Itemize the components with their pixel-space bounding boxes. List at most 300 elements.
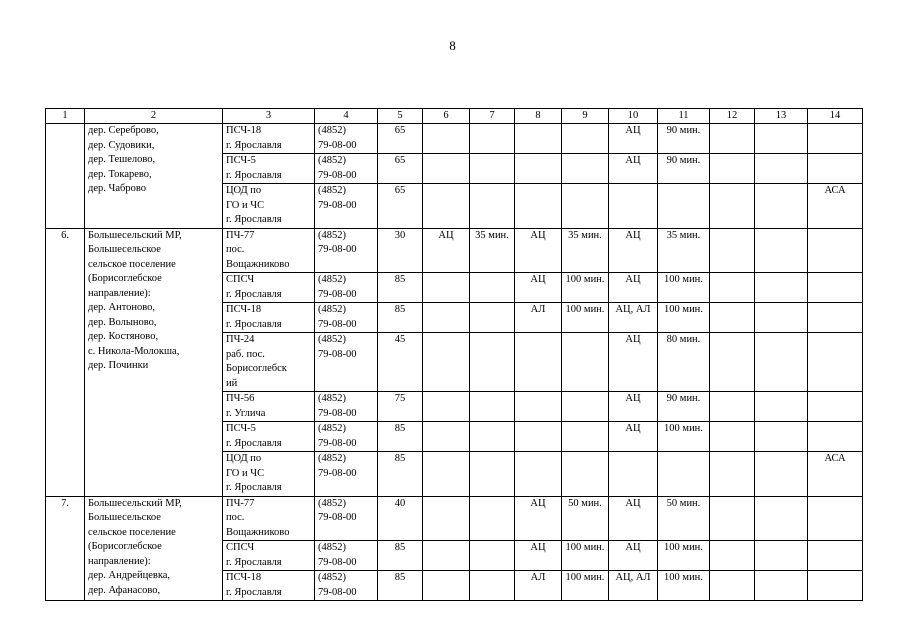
fire-unit-line: г. Ярославля	[226, 556, 282, 568]
column-header-5: 5	[378, 109, 423, 124]
cell-col-5-text: 85	[394, 453, 406, 464]
fire-unit-line: г. Ярославля	[226, 169, 282, 181]
settlement-list	[85, 496, 223, 601]
cell-col-10	[609, 228, 658, 273]
fire-unit-line: пос.	[226, 244, 245, 255]
cell-col-10	[609, 452, 658, 497]
fire-unit-line: г. Ярославля	[226, 214, 282, 225]
settlement-list-line: Большесельское	[88, 244, 161, 255]
settlement-list-line: дер. Чаброво	[88, 183, 146, 194]
phone-number-line: 79-08-00	[318, 348, 357, 360]
cell-col-11-text: 80 мин.	[666, 334, 701, 345]
cell-col-5-text: 65	[394, 185, 406, 196]
phone-number	[315, 303, 378, 333]
cell-col-9	[562, 333, 609, 392]
cell-col-14	[808, 184, 863, 229]
cell-col-14	[808, 124, 863, 154]
cell-col-14	[808, 496, 863, 541]
settlement-list-line: (Борисоглебское	[88, 273, 162, 284]
row-number	[46, 124, 85, 229]
cell-col-10	[609, 422, 658, 452]
settlement-list-line: с. Никола-Молокша,	[88, 345, 180, 357]
cell-col-13	[755, 571, 808, 601]
cell-col-5-text: 85	[394, 572, 406, 583]
phone-number	[315, 124, 378, 154]
cell-col-13	[755, 333, 808, 392]
cell-col-6-text: АЦ	[438, 229, 454, 241]
cell-col-12	[710, 303, 755, 333]
settlement-list-line: дер. Тешелово,	[88, 154, 156, 165]
column-header-4: 4	[315, 109, 378, 124]
cell-col-10-text: АЦ	[625, 542, 641, 553]
cell-col-5-text: 85	[394, 542, 406, 553]
phone-number-line: 79-08-00	[318, 437, 357, 449]
cell-col-6	[423, 452, 470, 497]
fire-unit	[223, 124, 315, 154]
cell-col-7	[470, 452, 515, 497]
cell-col-14	[808, 452, 863, 497]
phone-number	[315, 154, 378, 184]
fire-unit-line: ПЧ-56	[226, 393, 255, 404]
cell-col-6	[423, 184, 470, 229]
phone-number-line: (4852)	[318, 274, 346, 285]
column-header-14: 14	[808, 109, 863, 124]
phone-number-line: (4852)	[318, 453, 346, 464]
phone-number-line: (4852)	[318, 393, 346, 404]
fire-unit-line: ПЧ-77	[226, 497, 255, 509]
fire-unit-line: ГО и ЧС	[226, 199, 265, 211]
phone-number-line: 79-08-00	[318, 139, 357, 151]
cell-col-6	[423, 154, 470, 184]
phone-number	[315, 392, 378, 422]
cell-col-6	[423, 422, 470, 452]
cell-col-9-text: 100 мин.	[565, 542, 605, 553]
cell-col-11-text: 100 мин.	[664, 304, 703, 315]
cell-col-10-text: АЦ	[625, 334, 641, 345]
phone-number-line: (4852)	[318, 155, 346, 166]
fire-unit	[223, 333, 315, 392]
cell-col-11	[658, 392, 710, 422]
cell-col-10	[609, 496, 658, 541]
cell-col-8	[515, 303, 562, 333]
cell-col-10	[609, 333, 658, 392]
column-header-10: 10	[609, 109, 658, 124]
cell-col-6	[423, 124, 470, 154]
cell-col-5-text: 75	[394, 393, 406, 404]
settlement-list-line: дер. Судовики,	[88, 139, 155, 151]
fire-unit	[223, 571, 315, 601]
column-header-13: 13	[755, 109, 808, 124]
table-row	[46, 496, 863, 541]
cell-col-10	[609, 184, 658, 229]
cell-col-10-text: АЦ, АЛ	[615, 572, 651, 583]
settlement-list-line: дер. Афанасово,	[88, 584, 161, 596]
cell-col-6	[423, 228, 470, 273]
fire-unit-line: г. Углича	[226, 407, 266, 419]
cell-col-11-text: 100 мин.	[664, 423, 703, 434]
fire-unit-line: Борисоглебск	[226, 363, 287, 374]
cell-col-5	[378, 303, 423, 333]
fire-unit-line: Вощажниково	[226, 526, 290, 538]
fire-unit-line: ПЧ-24	[226, 334, 255, 345]
cell-col-13	[755, 273, 808, 303]
phone-number-line: (4852)	[318, 334, 346, 345]
row-number: 7.	[46, 496, 85, 601]
phone-number-line: (4852)	[318, 497, 346, 509]
fire-unit-line: ПСЧ-5	[226, 155, 256, 166]
cell-col-6	[423, 541, 470, 571]
cell-col-10-text: АЦ, АЛ	[615, 304, 651, 315]
header-row	[46, 109, 863, 124]
cell-col-9	[562, 184, 609, 229]
column-header-6: 6	[423, 109, 470, 124]
cell-col-8	[515, 184, 562, 229]
cell-col-7	[470, 333, 515, 392]
cell-col-5	[378, 333, 423, 392]
cell-col-8	[515, 571, 562, 601]
cell-col-12	[710, 184, 755, 229]
cell-col-11-text: 35 мин.	[666, 229, 701, 241]
phone-number-line: 79-08-00	[318, 556, 357, 568]
cell-col-10	[609, 392, 658, 422]
cell-col-11	[658, 154, 710, 184]
cell-col-5	[378, 184, 423, 229]
cell-col-5	[378, 452, 423, 497]
fire-unit	[223, 184, 315, 229]
cell-col-10-text: АЦ	[625, 125, 641, 136]
cell-col-8	[515, 422, 562, 452]
cell-col-6	[423, 571, 470, 601]
cell-col-6	[423, 496, 470, 541]
phone-number	[315, 273, 378, 303]
cell-col-10-text: АЦ	[625, 393, 641, 404]
phone-number-line: 79-08-00	[318, 169, 357, 181]
fire-unit-line: пос.	[226, 512, 245, 523]
cell-col-7	[470, 273, 515, 303]
settlement-list-line: сельское поселение	[88, 526, 176, 538]
phone-number-line: (4852)	[318, 572, 346, 583]
fire-unit	[223, 422, 315, 452]
fire-unit-line: ПСЧ-5	[226, 423, 256, 434]
cell-col-8-text: АЦ	[530, 497, 546, 509]
cell-col-5-text: 65	[394, 155, 406, 166]
cell-col-14	[808, 333, 863, 392]
fire-unit-line: ПСЧ-18	[226, 125, 262, 136]
settlement-list-line: сельское поселение	[88, 258, 176, 270]
cell-col-8	[515, 273, 562, 303]
cell-col-12	[710, 333, 755, 392]
cell-col-13	[755, 541, 808, 571]
fire-unit-line: г. Ярославля	[226, 318, 282, 330]
cell-col-11-text: 50 мин.	[666, 497, 701, 509]
cell-col-5	[378, 228, 423, 273]
cell-col-12	[710, 124, 755, 154]
settlement-list-line: Большесельский МР,	[88, 229, 182, 241]
settlement-list-line: направление):	[88, 555, 151, 567]
cell-col-9	[562, 124, 609, 154]
cell-col-14-text: АСА	[824, 453, 846, 464]
settlement-list	[85, 124, 223, 229]
cell-col-5	[378, 422, 423, 452]
settlement-list-line: (Борисоглебское	[88, 541, 162, 552]
cell-col-5	[378, 124, 423, 154]
cell-col-14	[808, 228, 863, 273]
cell-col-5	[378, 496, 423, 541]
cell-col-11	[658, 452, 710, 497]
cell-col-8	[515, 452, 562, 497]
fire-unit-line: СПСЧ	[226, 542, 255, 553]
phone-number	[315, 571, 378, 601]
cell-col-8	[515, 228, 562, 273]
cell-col-10-text: АЦ	[625, 497, 641, 509]
fire-unit-line: ЦОД по	[226, 453, 262, 464]
cell-col-10-text: АЦ	[625, 423, 641, 434]
cell-col-5	[378, 154, 423, 184]
cell-col-12	[710, 273, 755, 303]
cell-col-12	[710, 452, 755, 497]
cell-col-9	[562, 571, 609, 601]
cell-col-9	[562, 303, 609, 333]
cell-col-9	[562, 496, 609, 541]
phone-number-line: (4852)	[318, 423, 346, 434]
page-number: 8	[449, 38, 456, 53]
cell-col-12	[710, 541, 755, 571]
cell-col-7	[470, 303, 515, 333]
cell-col-6	[423, 303, 470, 333]
cell-col-13	[755, 392, 808, 422]
cell-col-14	[808, 303, 863, 333]
cell-col-5-text: 45	[394, 334, 406, 345]
cell-col-11	[658, 228, 710, 273]
cell-col-9	[562, 452, 609, 497]
cell-col-14	[808, 392, 863, 422]
cell-col-11	[658, 571, 710, 601]
cell-col-5	[378, 392, 423, 422]
cell-col-11	[658, 496, 710, 541]
fire-unit-line: г. Ярославля	[226, 586, 282, 598]
cell-col-5	[378, 273, 423, 303]
cell-col-13	[755, 124, 808, 154]
cell-col-14	[808, 273, 863, 303]
cell-col-7	[470, 422, 515, 452]
cell-col-9	[562, 541, 609, 571]
phone-number	[315, 496, 378, 541]
cell-col-5	[378, 571, 423, 601]
cell-col-8	[515, 154, 562, 184]
cell-col-7	[470, 541, 515, 571]
cell-col-11	[658, 184, 710, 229]
cell-col-7	[470, 184, 515, 229]
cell-col-11	[658, 124, 710, 154]
fire-unit-line: ПЧ-77	[226, 229, 255, 241]
cell-col-8	[515, 392, 562, 422]
fire-unit	[223, 228, 315, 273]
cell-col-5-text: 85	[394, 304, 406, 315]
column-header-9: 9	[562, 109, 609, 124]
cell-col-8	[515, 541, 562, 571]
cell-col-8-text: АЦ	[530, 274, 546, 285]
cell-col-13	[755, 452, 808, 497]
cell-col-5-text: 65	[394, 125, 406, 136]
cell-col-6	[423, 333, 470, 392]
cell-col-10	[609, 154, 658, 184]
cell-col-7-text: 35 мин.	[475, 229, 509, 241]
cell-col-10-text: АЦ	[625, 274, 641, 285]
phone-number-line: 79-08-00	[318, 512, 357, 523]
cell-col-11	[658, 303, 710, 333]
phone-number-line: (4852)	[318, 304, 346, 315]
phone-number	[315, 422, 378, 452]
fire-unit	[223, 154, 315, 184]
cell-col-9-text: 100 мин.	[565, 304, 605, 315]
cell-col-13	[755, 496, 808, 541]
fire-unit-line: раб. пос.	[226, 348, 265, 360]
phone-number	[315, 541, 378, 571]
table-row	[46, 124, 863, 154]
cell-col-7	[470, 392, 515, 422]
cell-col-10	[609, 273, 658, 303]
fire-response-table	[45, 108, 863, 601]
phone-number-line: 79-08-00	[318, 407, 357, 419]
fire-unit-line: ий	[226, 377, 238, 389]
cell-col-11-text: 90 мин.	[666, 125, 701, 136]
settlement-list-line: дер. Починки	[88, 360, 149, 371]
cell-col-5-text: 30	[394, 229, 406, 241]
fire-unit	[223, 452, 315, 497]
cell-col-5-text: 40	[394, 497, 406, 509]
cell-col-11	[658, 333, 710, 392]
phone-number	[315, 228, 378, 273]
column-header-3: 3	[223, 109, 315, 124]
cell-col-8-text: АЦ	[530, 542, 546, 553]
cell-col-13	[755, 184, 808, 229]
cell-col-11-text: 90 мин.	[666, 393, 701, 404]
cell-col-7	[470, 154, 515, 184]
cell-col-9	[562, 154, 609, 184]
table-body	[46, 124, 863, 601]
fire-unit	[223, 496, 315, 541]
cell-col-8	[515, 124, 562, 154]
fire-unit-line: СПСЧ	[226, 274, 255, 285]
phone-number-line: (4852)	[318, 542, 346, 553]
cell-col-7	[470, 228, 515, 273]
column-header-7: 7	[470, 109, 515, 124]
column-header-1: 1	[46, 109, 85, 124]
cell-col-14-text: АСА	[824, 185, 846, 196]
cell-col-7	[470, 571, 515, 601]
column-header-11: 11	[658, 109, 710, 124]
fire-unit-line: Вощажниково	[226, 258, 290, 270]
fire-unit-line: г. Ярославля	[226, 288, 282, 300]
phone-number-line: 79-08-00	[318, 318, 357, 330]
cell-col-9	[562, 392, 609, 422]
column-header-12: 12	[710, 109, 755, 124]
table-row	[46, 228, 863, 273]
settlement-list-line: дер. Волыново,	[88, 316, 157, 328]
cell-col-14	[808, 422, 863, 452]
cell-col-9	[562, 422, 609, 452]
cell-col-12	[710, 496, 755, 541]
phone-number	[315, 184, 378, 229]
cell-col-13	[755, 303, 808, 333]
settlement-list-line: дер. Сереброво,	[88, 125, 159, 136]
cell-col-9-text: 100 мин.	[565, 572, 605, 583]
cell-col-8-text: АЛ	[530, 572, 546, 583]
cell-col-7	[470, 124, 515, 154]
cell-col-11-text: 100 мин.	[664, 274, 703, 285]
cell-col-10	[609, 541, 658, 571]
cell-col-10	[609, 571, 658, 601]
phone-number-line: (4852)	[318, 125, 346, 136]
cell-col-5-text: 85	[394, 274, 406, 285]
fire-unit-line: ПСЧ-18	[226, 572, 262, 583]
cell-col-14	[808, 154, 863, 184]
phone-number-line: 79-08-00	[318, 288, 357, 300]
fire-unit-line: г. Ярославля	[226, 139, 282, 151]
fire-unit-line: ГО и ЧС	[226, 467, 265, 479]
column-header-2: 2	[85, 109, 223, 124]
cell-col-13	[755, 154, 808, 184]
fire-unit-line: ПСЧ-18	[226, 304, 262, 315]
column-header-8: 8	[515, 109, 562, 124]
cell-col-11-text: 90 мин.	[666, 155, 701, 166]
cell-col-10-text: АЦ	[625, 155, 641, 166]
cell-col-11	[658, 422, 710, 452]
settlement-list-line: дер. Андрейцевка,	[88, 570, 171, 581]
cell-col-11	[658, 273, 710, 303]
cell-col-9-text: 100 мин.	[565, 274, 605, 285]
cell-col-7	[470, 496, 515, 541]
cell-col-9	[562, 273, 609, 303]
cell-col-10	[609, 303, 658, 333]
cell-col-13	[755, 422, 808, 452]
phone-number-line: (4852)	[318, 185, 346, 196]
settlement-list-line: дер. Антоново,	[88, 302, 156, 313]
phone-number-line: 79-08-00	[318, 199, 357, 211]
cell-col-12	[710, 154, 755, 184]
fire-unit	[223, 541, 315, 571]
cell-col-9-text: 35 мин.	[568, 229, 602, 241]
settlement-list-line: Большесельское	[88, 512, 161, 523]
cell-col-5	[378, 541, 423, 571]
fire-unit-line: г. Ярославля	[226, 482, 282, 493]
cell-col-12	[710, 571, 755, 601]
fire-unit	[223, 303, 315, 333]
row-number: 6.	[46, 228, 85, 496]
cell-col-8	[515, 333, 562, 392]
fire-unit	[223, 273, 315, 303]
cell-col-10	[609, 124, 658, 154]
settlement-list-line: направление):	[88, 287, 151, 299]
cell-col-6	[423, 392, 470, 422]
cell-col-14	[808, 571, 863, 601]
settlement-list-line: Большесельский МР,	[88, 497, 182, 509]
phone-number-line: 79-08-00	[318, 244, 357, 255]
cell-col-6	[423, 273, 470, 303]
cell-col-11-text: 100 мин.	[664, 542, 703, 553]
fire-unit-line: ЦОД по	[226, 185, 262, 196]
cell-col-12	[710, 392, 755, 422]
settlement-list	[85, 228, 223, 496]
cell-col-11-text: 100 мин.	[664, 572, 703, 583]
phone-number-line: 79-08-00	[318, 586, 357, 598]
cell-col-8-text: АЦ	[530, 229, 546, 241]
cell-col-12	[710, 228, 755, 273]
fire-unit	[223, 392, 315, 422]
cell-col-8	[515, 496, 562, 541]
cell-col-14	[808, 541, 863, 571]
cell-col-11	[658, 541, 710, 571]
